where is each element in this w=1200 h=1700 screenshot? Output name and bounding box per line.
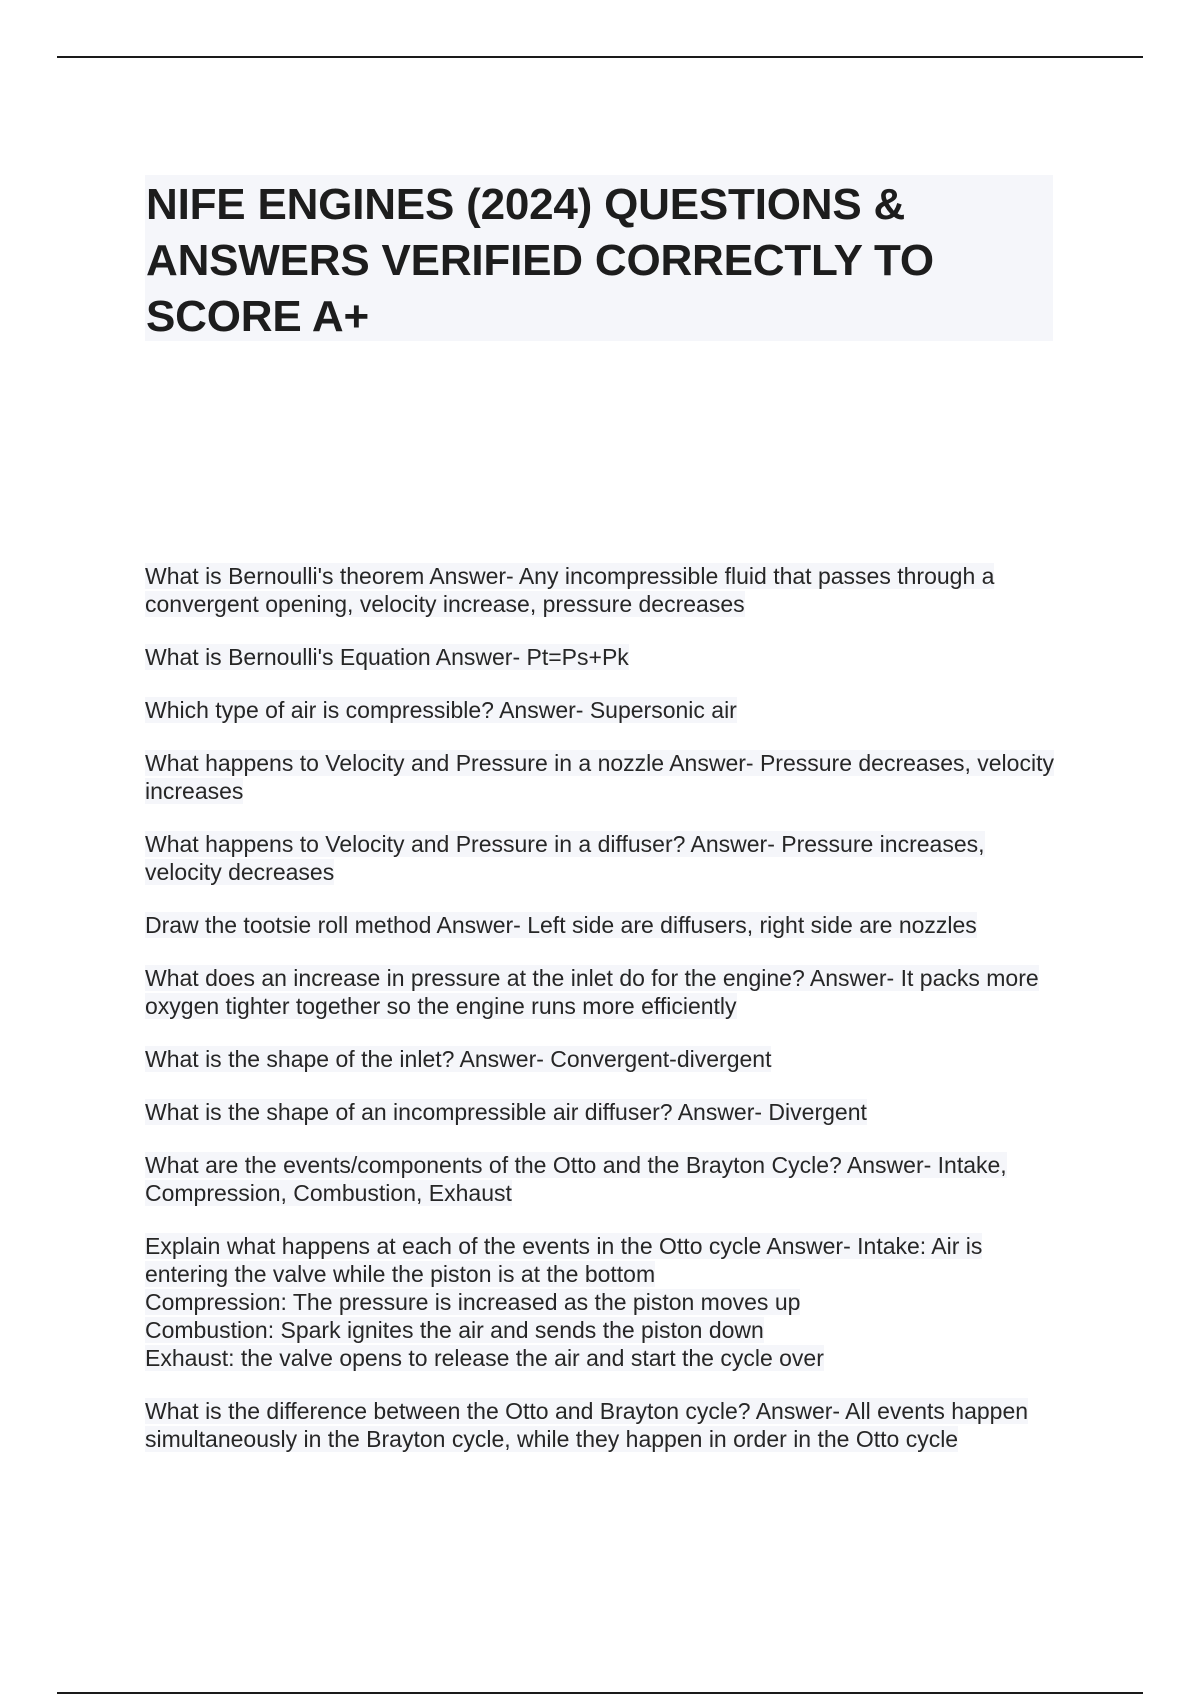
qa-text: What happens to Velocity and Pressure in a nozzle Answer- Pressure decreases, velocity increases bbox=[145, 750, 1054, 804]
qa-list bbox=[145, 562, 1065, 1478]
qa-text: What is the shape of an incompressible air diffuser? Answer- Divergent bbox=[145, 1099, 867, 1125]
qa-text: What does an increase in pressure at the inlet do for the engine? Answer- It packs more oxygen tighter together so the engine runs more efficiently bbox=[145, 965, 1039, 1019]
qa-item bbox=[145, 964, 1065, 1020]
qa-text: Draw the tootsie roll method Answer- Left side are diffusers, right side are nozzles bbox=[145, 912, 977, 938]
qa-text: What is Bernoulli's Equation Answer- Pt=Ps+Pk bbox=[145, 644, 629, 670]
page-title: NIFE ENGINES (2024) QUESTIONS & ANSWERS VERIFIED CORRECTLY TO SCORE A+ bbox=[146, 180, 934, 341]
qa-item bbox=[145, 1232, 1065, 1372]
qa-item bbox=[145, 1045, 1065, 1073]
qa-text: What happens to Velocity and Pressure in a diffuser? Answer- Pressure increases, velocity decreases bbox=[145, 831, 985, 885]
qa-item bbox=[145, 696, 1065, 724]
title-block bbox=[145, 175, 1053, 341]
qa-text: What is Bernoulli's theorem Answer- Any incompressible fluid that passes through a convergent opening, velocity increase, pressure decreases bbox=[145, 563, 995, 617]
bottom-rule bbox=[57, 1692, 1143, 1694]
top-rule bbox=[57, 56, 1143, 58]
qa-item bbox=[145, 643, 1065, 671]
qa-text: What is the shape of the inlet? Answer- Convergent-divergent bbox=[145, 1046, 772, 1072]
qa-item bbox=[145, 1098, 1065, 1126]
qa-text: Which type of air is compressible? Answer- Supersonic air bbox=[145, 697, 737, 723]
qa-item bbox=[145, 1151, 1065, 1207]
qa-text: What is the difference between the Otto and Brayton cycle? Answer- All events happen simultaneously in the Brayton cycle, while they happen in order in the Otto cycle bbox=[145, 1398, 1029, 1452]
qa-item bbox=[145, 749, 1065, 805]
qa-text: What are the events/components of the Otto and the Brayton Cycle? Answer- Intake, Compression, Combustion, Exhaust bbox=[145, 1152, 1007, 1206]
qa-item bbox=[145, 830, 1065, 886]
qa-text: Explain what happens at each of the events in the Otto cycle Answer- Intake: Air is entering the valve while the piston is at the bottom Compression: The pressure is increased as the piston moves up Combustion: Spark ignites the air and sends the piston down Exhaust: the valve opens to release the air and start the cycle over bbox=[145, 1233, 983, 1371]
qa-item bbox=[145, 562, 1065, 618]
qa-item bbox=[145, 911, 1065, 939]
qa-item bbox=[145, 1397, 1065, 1453]
